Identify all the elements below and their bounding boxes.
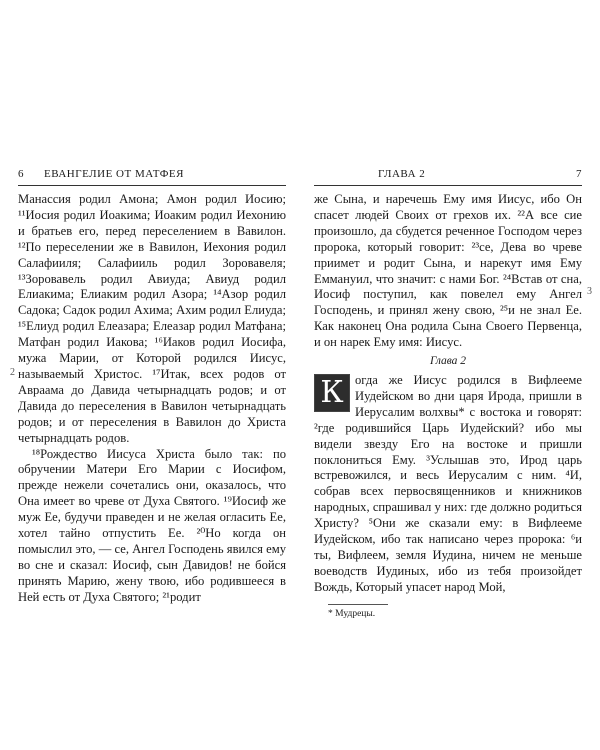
right-page-number: 7	[576, 168, 582, 180]
footnote: * Мудрецы.	[328, 608, 376, 619]
right-paragraph-1: же Сына, и наречешь Ему имя Иисус, ибо Он спасет людей Своих от грехов их. ²²А все сие произошло, да сбудется реченное Господом через пророка, который говорит: ²³се, Дева во чреве приимет и родит Сына, и нарекут имя Ему Еммануил, что значит: с нами Бог. ²⁴Встав от сна, Иосиф поступил, как повелел ему Ангел Господень, и принял жену свою, ²⁵и не знал Ее. Как наконец Она родила Сына Своего Первенца, и он нарек Ему имя: Иисус.	[314, 192, 582, 350]
right-running-head	[314, 168, 582, 184]
left-page-number: 6	[18, 168, 24, 180]
left-page	[18, 168, 286, 606]
left-running-title: ЕВАНГЕЛИЕ ОТ МАТФЕЯ	[44, 168, 184, 180]
right-header-rule	[314, 185, 582, 186]
drop-cap: К	[314, 374, 350, 412]
right-paragraph-2-container	[314, 373, 582, 596]
footnote-rule	[328, 604, 388, 605]
chapter-heading: Глава 2	[429, 355, 467, 368]
right-running-title: ГЛАВА 2	[378, 168, 426, 180]
right-paragraph-2: огда же Иисус родился в Вифлееме Иудейском во дни царя Ирода, пришли в Иерусалим волхвы* с востока и говорят: ²где родившийся Царь Иудейский? ибо мы видели звезду Его на востоке и пришли поклониться Ему. ³Услышав это, Ирод царь встревожился, и весь Иерусалим с ним. ⁴И, собрав всех первосвященников и книжников народных, спрашивал у них: где должно родиться Христу? ⁵Они же сказали ему: в Вифлееме Иудейском, ибо так написано через пророка: ⁶и ты, Вифлеем, земля Иудина, ничем не меньше воеводств Иудиных, ибо из тебя произойдет Вождь, Который упасет народ Мой,	[314, 372, 582, 594]
left-header-rule	[18, 185, 286, 186]
right-page	[314, 168, 582, 619]
left-running-head	[18, 168, 286, 184]
right-body-text	[314, 192, 582, 596]
right-margin-number: 3	[587, 286, 592, 297]
left-paragraph-1: Манассия родил Амона; Амон родил Иосию; ¹¹Иосия родил Иоакима; Иоаким родил Иехонию и братьев его, перед переселением в Вавилон. ¹²По переселении же в Вавилон, Иехония родил Салафииля; Салафииль родил Зоровавеля; ¹³Зоровавель родил Авиуда; Авиуд родил Елиакима; Елиаким родил Азора; ¹⁴Азор родил Садока; Садок родил Ахима; Ахим родил Елиуда; ¹⁵Елиуд родил Елеазара; Елеазар родил Матфана; Матфан родил Иакова; ¹⁶Иаков родил Иосифа, мужа Марии, от Которой родился Иисус, называемый Христос. ¹⁷Итак, всех родов от Авраама до Давида четырнадцать родов; и от Давида до переселения в Вавилон четырнадцать родов; и от переселения в Вавилон до Христа четырнадцать родов.	[18, 192, 286, 445]
left-margin-number: 2	[10, 367, 15, 378]
left-body-text	[18, 192, 286, 606]
left-paragraph-2: ¹⁸Рождество Иисуса Христа было так: по обручении Матери Его Марии с Иосифом, прежде нежели сочетались они, оказалось, что Она имеет во чреве от Духа Святого. ¹⁹Иосиф же муж Ее, будучи праведен и не желая огласить Ее, хотел тайно отпустить Ее. ²⁰Но когда он помыслил это, — се, Ангел Господень явился ему во сне и сказал: Иосиф, сын Давидов! не бойся принять Марию, жену твою, ибо родившееся в Ней есть от Духа Святого; ²¹родит	[18, 446, 286, 604]
